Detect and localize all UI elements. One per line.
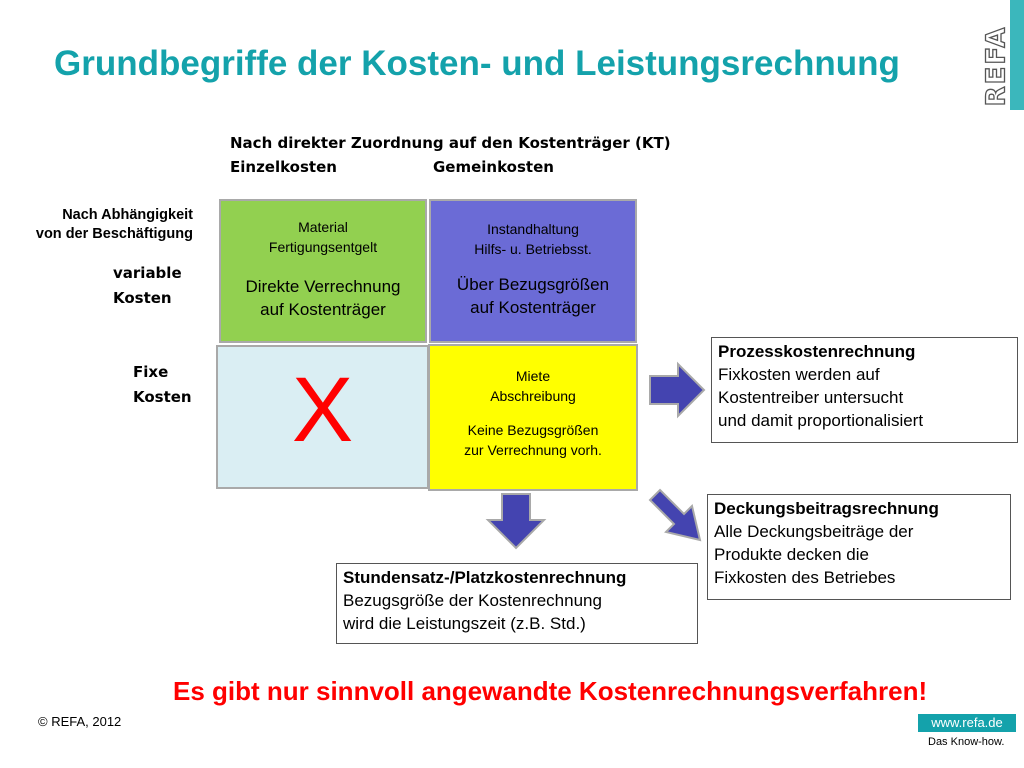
header-zuordnung: Nach direkter Zuordnung auf den Kostenträger (KT) [230,134,671,152]
website-link[interactable]: www.refa.de [918,714,1016,732]
box-prozesskostenrechnung: Prozesskostenrechnung Fixkosten werden auf Kostentreiber untersucht und damit proportionalisiert [711,337,1018,443]
row-header-abhaengigkeit: Nach Abhängigkeit von der Beschäftigung [35,207,193,242]
page-title: Grundbegriffe der Kosten- und Leistungsrechnung [54,44,900,83]
row-label-variable: variable Kosten [113,264,182,307]
cell-gemein-fix: Miete Abschreibung Keine Bezugsgrößen zur Verrechnung vorh. [428,344,638,491]
arrow-down-icon [488,492,546,552]
copyright: © REFA, 2012 [38,714,122,729]
row-label-fixe: Fixe Kosten [133,363,192,406]
tagline: Das Know-how. [928,736,1005,748]
arrow-down-right-icon [648,488,706,546]
cell-einzel-variabel: Material Fertigungsentgelt Direkte Verrechnung auf Kostenträger [219,199,427,343]
refa-logo: REFA [981,25,1011,107]
arrow-right-icon [648,362,708,418]
cell-gemein-variabel: Instandhaltung Hilfs- u. Betriebsst. Über Bezugsgrößen auf Kostenträger [429,199,637,343]
box-deckungsbeitragsrechnung: Deckungsbeitragsrechnung Alle Deckungsbeiträge der Produkte decken die Fixkosten des Betriebes [707,494,1011,600]
header-einzelkosten: Einzelkosten [230,158,337,176]
box-stundensatzrechnung: Stundensatz-/Platzkostenrechnung Bezugsgröße der Kostenrechnung wird die Leistungszeit (z.B. Std.) [336,563,698,644]
slogan: Es gibt nur sinnvoll angewandte Kostenrechnungsverfahren! [173,676,928,706]
brand-bar [1010,0,1024,110]
x-mark: X [291,359,354,461]
header-gemeinkosten: Gemeinkosten [433,158,554,176]
